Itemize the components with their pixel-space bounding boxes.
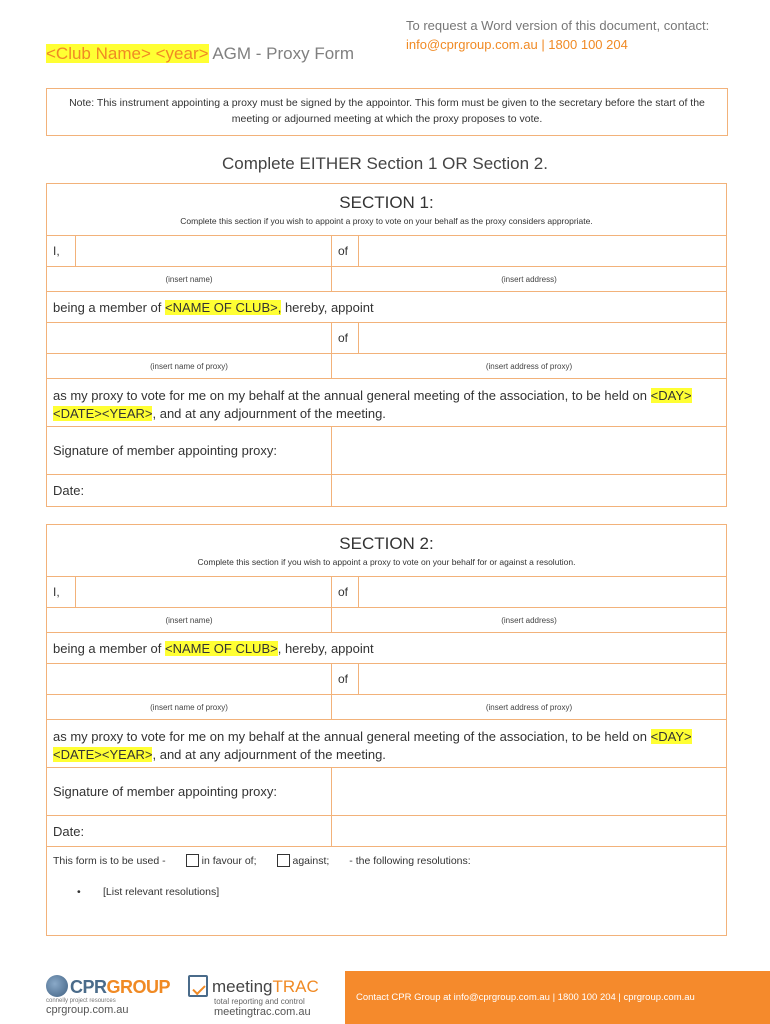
cpr-url[interactable]: cprgroup.com.au <box>46 1004 129 1016</box>
proxy-text-end: , and at any adjournment of the meeting. <box>152 747 386 762</box>
footer-logos <box>46 975 336 1019</box>
name-address-row <box>47 236 726 267</box>
insert-proxy-address-hint: (insert address of proxy) <box>331 695 726 719</box>
signature-row <box>47 768 726 816</box>
section-2 <box>46 524 727 936</box>
resolution-text: [List relevant resolutions] <box>103 886 220 898</box>
mt-tagline: total reporting and control <box>214 997 305 1006</box>
i-label: I, <box>53 585 60 599</box>
proxy-statement <box>47 720 726 768</box>
member-name-field[interactable] <box>75 577 331 607</box>
cpr-name-b: GROUP <box>106 977 171 997</box>
date-label: Date: <box>53 483 85 498</box>
proxy-name-field[interactable] <box>47 323 331 353</box>
member-of-row <box>47 292 726 323</box>
usage-prefix: This form is to be used - <box>53 854 166 867</box>
proxy-row <box>47 323 726 354</box>
usage-line <box>47 847 726 874</box>
section-1 <box>46 183 727 507</box>
insert-name-hint: (insert name) <box>165 615 213 625</box>
mt-name-b: TRAC <box>272 977 319 996</box>
section-1-header <box>47 184 726 236</box>
i-label: I, <box>53 244 60 258</box>
proxy-text: as my proxy to vote for me on my behalf at the annual general meeting of the association, to be held on <box>53 388 651 403</box>
title-text: AGM - Proxy Form <box>208 44 355 63</box>
section-instruction: Complete EITHER Section 1 OR Section 2. <box>222 154 548 173</box>
name-address-row <box>47 577 726 608</box>
member-address-field[interactable] <box>358 577 726 607</box>
footer-bar-text[interactable]: at info@cprgroup.com.au | 1800 100 204 | cprgroup.com.au <box>440 992 695 1003</box>
hint-row <box>47 267 726 292</box>
proxy-address-field[interactable] <box>358 664 726 694</box>
bullet-icon: • <box>77 886 81 898</box>
proxy-hint-row <box>47 695 726 720</box>
insert-address-hint: (insert address) <box>331 608 726 632</box>
meetingtrac-logo[interactable] <box>188 975 319 1018</box>
proxy-address-field[interactable] <box>358 323 726 353</box>
date-row <box>47 475 726 506</box>
section-1-subheading: Complete this section if you wish to appoint a proxy to vote on your behalf as the proxy considers appropriate. <box>180 216 593 226</box>
proxy-hint-row <box>47 354 726 379</box>
in-favour-checkbox[interactable] <box>186 854 199 867</box>
proxy-name-field[interactable] <box>47 664 331 694</box>
member-prefix: being a member of <box>53 299 166 315</box>
mt-url[interactable]: meetingtrac.com.au <box>214 1006 311 1018</box>
cpr-tagline: connelly project resources <box>46 998 116 1004</box>
proxy-text-end: , and at any adjournment of the meeting. <box>152 406 386 421</box>
signature-label: Signature of member appointing proxy: <box>53 443 278 458</box>
checklist-icon <box>188 975 208 997</box>
insert-proxy-name-hint: (insert name of proxy) <box>150 702 228 712</box>
section-2-subheading: Complete this section if you wish to appoint a proxy to vote on your behalf for or against a resolution. <box>197 557 576 567</box>
hint-row <box>47 608 726 633</box>
insert-proxy-address-hint: (insert address of proxy) <box>331 354 726 378</box>
insert-name-hint: (insert name) <box>165 274 213 284</box>
contact-line-1: To request a Word version of this document, contact: <box>406 18 710 33</box>
signature-field[interactable] <box>331 427 726 474</box>
in-favour-label: in favour of; <box>201 854 257 867</box>
member-address-field[interactable] <box>358 236 726 266</box>
date-placeholder: <DAY><DATE><YEAR> <box>53 729 692 762</box>
member-prefix: being a member of <box>53 640 166 656</box>
usage-suffix: - the following resolutions: <box>349 854 471 867</box>
signature-row <box>47 427 726 475</box>
signature-field[interactable] <box>331 768 726 815</box>
footer-contact-bar <box>345 971 770 1024</box>
of-label: of <box>331 577 359 607</box>
section-1-heading: SECTION 1: <box>339 193 434 212</box>
date-field[interactable] <box>331 816 726 846</box>
member-suffix: , hereby, appoint <box>277 640 374 656</box>
footer-bar-bold: Contact CPR Group <box>356 992 441 1003</box>
against-checkbox[interactable] <box>277 854 290 867</box>
cpr-name-a: CPR <box>70 977 107 997</box>
date-field[interactable] <box>331 475 726 506</box>
of-label: of <box>331 236 359 266</box>
club-placeholder: <NAME OF CLUB>, <box>165 299 282 315</box>
proxy-statement <box>47 379 726 427</box>
signature-label: Signature of member appointing proxy: <box>53 784 278 799</box>
section-2-heading: SECTION 2: <box>339 534 434 553</box>
date-placeholder: <DAY><DATE><YEAR> <box>53 388 692 421</box>
club-year-placeholder: <Club Name> <year> <box>46 44 209 63</box>
date-label: Date: <box>53 823 85 839</box>
page-title <box>46 44 354 64</box>
club-placeholder: <NAME OF CLUB> <box>165 640 278 656</box>
section-2-header <box>47 525 726 577</box>
globe-icon <box>46 975 68 997</box>
date-row <box>47 816 726 847</box>
member-suffix: hereby, appoint <box>281 299 374 315</box>
note-box: Note: This instrument appointing a proxy must be signed by the appointor. This form must be given to the secretary before the start of the meeting or adjourned meeting at which the proxy proposes to vote. <box>46 88 728 136</box>
insert-address-hint: (insert address) <box>331 267 726 291</box>
contact-info <box>406 16 709 54</box>
of-label: of <box>331 323 359 353</box>
proxy-text: as my proxy to vote for me on my behalf at the annual general meeting of the association, to be held on <box>53 729 651 744</box>
member-name-field[interactable] <box>75 236 331 266</box>
of-label: of <box>331 664 359 694</box>
list-item <box>47 874 726 898</box>
insert-proxy-name-hint: (insert name of proxy) <box>150 361 228 371</box>
cpr-group-logo[interactable] <box>46 975 170 1016</box>
mt-name-a: meeting <box>212 977 273 996</box>
resolution-usage <box>47 847 726 933</box>
contact-line-2[interactable]: info@cprgroup.com.au | 1800 100 204 <box>406 37 628 52</box>
member-of-row <box>47 633 726 664</box>
against-label: against; <box>292 854 330 867</box>
proxy-row <box>47 664 726 695</box>
